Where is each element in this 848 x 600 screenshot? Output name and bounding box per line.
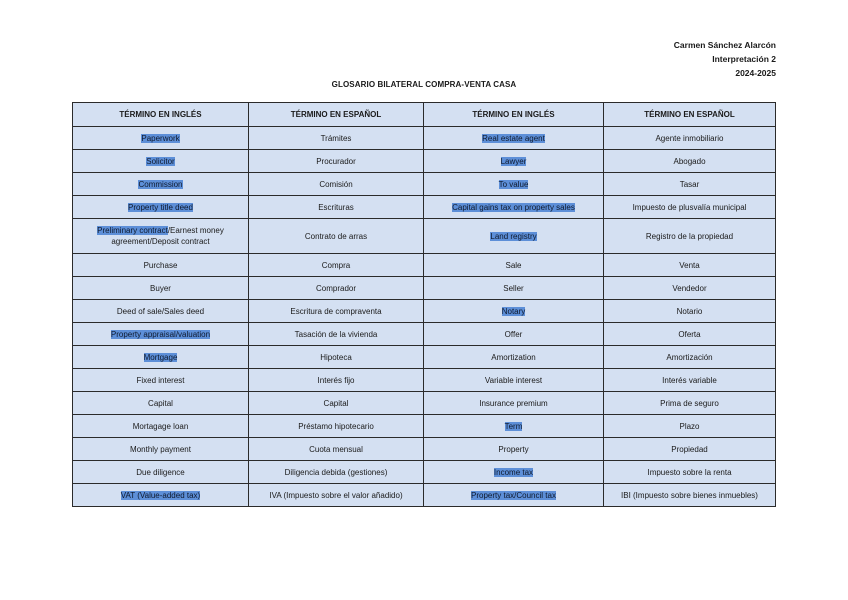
term-spanish: Tasación de la vivienda bbox=[249, 323, 424, 346]
term-spanish: Interés variable bbox=[604, 369, 776, 392]
column-header-spanish: TÉRMINO EN ESPAÑOL bbox=[249, 103, 424, 127]
term-english bbox=[73, 484, 249, 507]
table-row bbox=[73, 127, 776, 150]
course-name: Interpretación 2 bbox=[712, 54, 776, 64]
term-english bbox=[73, 173, 249, 196]
table-row bbox=[73, 438, 776, 461]
term-english bbox=[424, 300, 604, 323]
term-spanish: Impuesto de plusvalía municipal bbox=[604, 196, 776, 219]
term-spanish: Amortización bbox=[604, 346, 776, 369]
table-row bbox=[73, 173, 776, 196]
highlighted-term: Paperwork bbox=[141, 133, 180, 143]
highlighted-term: To value bbox=[498, 179, 529, 189]
term-spanish: Venta bbox=[604, 254, 776, 277]
term-spanish: IBI (Impuesto sobre bienes inmuebles) bbox=[604, 484, 776, 507]
term-english bbox=[73, 150, 249, 173]
term-spanish: Hipoteca bbox=[249, 346, 424, 369]
term-english: Due diligence bbox=[73, 461, 249, 484]
term-english bbox=[73, 346, 249, 369]
academic-year: 2024-2025 bbox=[735, 68, 776, 78]
term-english: Mortagage loan bbox=[73, 415, 249, 438]
term-spanish: Compra bbox=[249, 254, 424, 277]
highlighted-term: Mortgage bbox=[143, 352, 178, 362]
table-row bbox=[73, 300, 776, 323]
term-spanish: Trámites bbox=[249, 127, 424, 150]
term-spanish: Préstamo hipotecario bbox=[249, 415, 424, 438]
term-english bbox=[424, 150, 604, 173]
highlighted-term: Land registry bbox=[490, 231, 537, 241]
term-english bbox=[73, 219, 249, 254]
term-spanish: Agente inmobiliario bbox=[604, 127, 776, 150]
term-spanish: Interés fijo bbox=[249, 369, 424, 392]
table-row bbox=[73, 484, 776, 507]
highlighted-term: Income tax bbox=[493, 467, 534, 477]
term-spanish: Abogado bbox=[604, 150, 776, 173]
column-header-spanish: TÉRMINO EN ESPAÑOL bbox=[604, 103, 776, 127]
term-english: Fixed interest bbox=[73, 369, 249, 392]
table-row bbox=[73, 150, 776, 173]
term-spanish: Tasar bbox=[604, 173, 776, 196]
term-english: Sale bbox=[424, 254, 604, 277]
term-english bbox=[424, 461, 604, 484]
term-english bbox=[424, 484, 604, 507]
term-spanish: Cuota mensual bbox=[249, 438, 424, 461]
term-spanish: Comprador bbox=[249, 277, 424, 300]
highlighted-term: Commission bbox=[138, 179, 183, 189]
highlighted-term: Property title deed bbox=[128, 202, 193, 212]
highlighted-term: Real estate agent bbox=[482, 133, 545, 143]
term-spanish: Contrato de arras bbox=[249, 219, 424, 254]
term-spanish: Notario bbox=[604, 300, 776, 323]
term-english: Buyer bbox=[73, 277, 249, 300]
term-english bbox=[424, 196, 604, 219]
column-header-english: TÉRMINO EN INGLÉS bbox=[424, 103, 604, 127]
highlighted-term: Property tax/Council tax bbox=[471, 490, 556, 500]
term-spanish: Plazo bbox=[604, 415, 776, 438]
term-spanish: Procurador bbox=[249, 150, 424, 173]
table-row bbox=[73, 461, 776, 484]
highlighted-term: Solicitor bbox=[146, 156, 175, 166]
term-english bbox=[73, 196, 249, 219]
highlighted-term: Property appraisal/valuation bbox=[110, 329, 211, 339]
table-row bbox=[73, 277, 776, 300]
table-row bbox=[73, 369, 776, 392]
column-header-english: TÉRMINO EN INGLÉS bbox=[73, 103, 249, 127]
term-english bbox=[424, 173, 604, 196]
highlighted-term: Preliminary contract bbox=[97, 226, 168, 235]
document-title: GLOSARIO BILATERAL COMPRA-VENTA CASA bbox=[331, 80, 517, 89]
term-english: Insurance premium bbox=[424, 392, 604, 415]
table-row bbox=[73, 415, 776, 438]
table-row bbox=[73, 254, 776, 277]
term-spanish: Registro de la propiedad bbox=[604, 219, 776, 254]
author-block bbox=[674, 38, 776, 80]
highlighted-term: Term bbox=[504, 421, 523, 431]
term-english: Offer bbox=[424, 323, 604, 346]
term-english: Purchase bbox=[73, 254, 249, 277]
term-english bbox=[424, 127, 604, 150]
term-english: Variable interest bbox=[424, 369, 604, 392]
term-english: Deed of sale/Sales deed bbox=[73, 300, 249, 323]
highlighted-term: VAT (Value-added tax) bbox=[120, 490, 201, 500]
term-english bbox=[73, 323, 249, 346]
author-name: Carmen Sánchez Alarcón bbox=[673, 40, 776, 50]
term-english bbox=[73, 127, 249, 150]
highlighted-term: Capital gains tax on property sales bbox=[452, 202, 575, 212]
term-spanish: Escritura de compraventa bbox=[249, 300, 424, 323]
term-spanish: Prima de seguro bbox=[604, 392, 776, 415]
term-spanish: Capital bbox=[249, 392, 424, 415]
term-spanish: IVA (Impuesto sobre el valor añadido) bbox=[249, 484, 424, 507]
table-row bbox=[73, 323, 776, 346]
term-spanish: Vendedor bbox=[604, 277, 776, 300]
term-english: Capital bbox=[73, 392, 249, 415]
glossary-table bbox=[72, 102, 776, 507]
term-english: Property bbox=[424, 438, 604, 461]
table-row bbox=[73, 219, 776, 254]
term-spanish: Diligencia debida (gestiones) bbox=[249, 461, 424, 484]
term-english bbox=[424, 415, 604, 438]
table-row bbox=[73, 196, 776, 219]
term-spanish: Impuesto sobre la renta bbox=[604, 461, 776, 484]
table-header-row bbox=[73, 103, 776, 127]
term-english: Amortization bbox=[424, 346, 604, 369]
highlighted-term: Notary bbox=[501, 306, 526, 316]
highlighted-term: Lawyer bbox=[500, 156, 527, 166]
term-spanish: Comisión bbox=[249, 173, 424, 196]
term-spanish: Oferta bbox=[604, 323, 776, 346]
term-english: Seller bbox=[424, 277, 604, 300]
table-row bbox=[73, 392, 776, 415]
term-spanish: Propiedad bbox=[604, 438, 776, 461]
term-english-rest: /Earnest money agreement/Deposit contract bbox=[111, 226, 224, 246]
term-english: Monthly payment bbox=[73, 438, 249, 461]
table-row bbox=[73, 346, 776, 369]
term-english bbox=[424, 219, 604, 254]
term-spanish: Escrituras bbox=[249, 196, 424, 219]
